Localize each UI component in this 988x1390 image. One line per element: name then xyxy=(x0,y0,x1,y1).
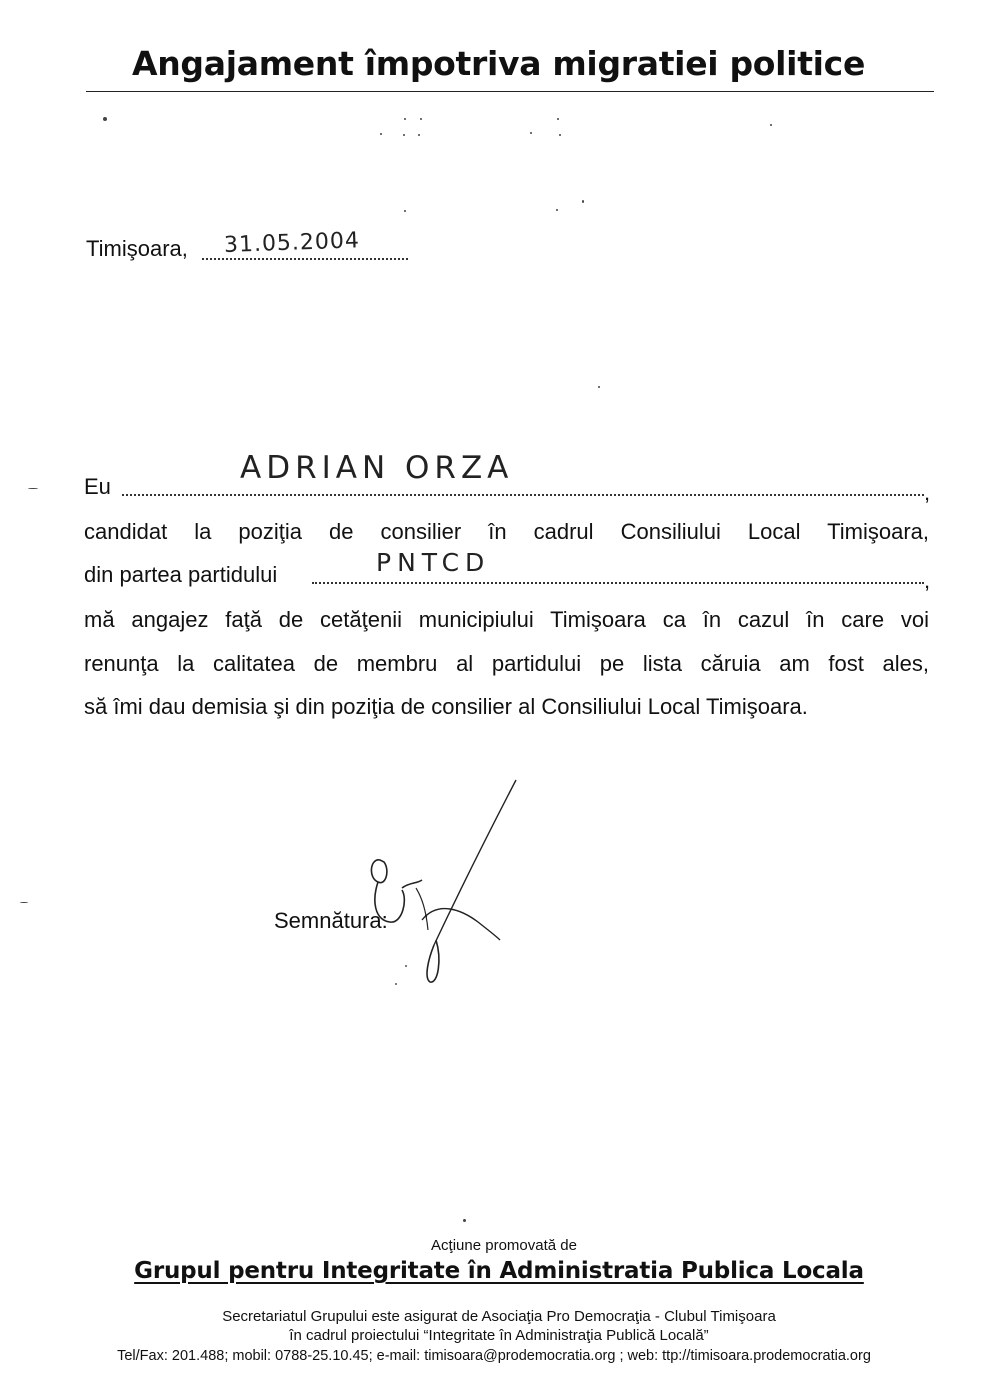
document-title: Angajament împotriva migratiei politice xyxy=(132,44,866,83)
eu-line-comma: , xyxy=(924,480,931,505)
scan-speck xyxy=(770,124,772,126)
date-dotted-line xyxy=(202,258,408,260)
handwritten-date: 31.05.2004 xyxy=(223,228,361,258)
party-label: din partea partidului xyxy=(84,562,278,587)
scan-speck xyxy=(28,488,38,489)
eu-label: Eu xyxy=(84,474,111,499)
party-line xyxy=(84,562,929,588)
scan-speck xyxy=(420,118,422,120)
scan-speck xyxy=(418,134,420,136)
scan-speck xyxy=(559,134,561,136)
scan-speck xyxy=(103,117,107,121)
demisia-line: să îmi dau demisia şi din poziţia de consilier al Consiliului Local Timişoara. xyxy=(84,694,808,719)
candidat-line: candidat la poziţia de consilier în cadrul Consiliului Local Timişoara, xyxy=(84,519,929,544)
party-line-comma: , xyxy=(924,568,931,593)
signature-label: Semnătura: xyxy=(274,908,388,933)
footer-organization: Grupul pentru Integritate în Administratia Publica Locala xyxy=(134,1258,864,1284)
footer-contact: Tel/Fax: 201.488; mobil: 0788-25.10.45; e-mail: timisoara@prodemocratia.org ; web: ttp://timisoara.prodemocratia.org xyxy=(117,1348,871,1364)
handwritten-name: ADRIAN ORZA xyxy=(240,450,514,486)
city-label: Timişoara, xyxy=(86,236,188,261)
city-date-line xyxy=(86,236,188,262)
renunta-line: renunţa la calitatea de membru al partidului pe lista căruia am fost ales, xyxy=(84,651,929,676)
party-dotted-line xyxy=(312,582,924,584)
title-underline xyxy=(86,91,934,92)
handwritten-signature xyxy=(350,770,520,990)
scan-speck xyxy=(404,118,406,120)
scan-speck xyxy=(557,118,559,120)
footer-project: în cadrul proiectului “Integritate în Administraţia Publică Locală” xyxy=(289,1327,709,1344)
scan-speck xyxy=(403,134,405,136)
scan-speck xyxy=(380,133,382,135)
footer-promo-text: Acţiune promovată de xyxy=(431,1237,577,1254)
footer-secretariat: Secretariatul Grupului este asigurat de Asociaţia Pro Democraţia - Clubul Timişoara xyxy=(222,1308,776,1325)
angajez-line: mă angajez faţă de cetăţenii municipiului Timişoara ca în cazul în care voi xyxy=(84,607,929,632)
handwritten-party: PNTCD xyxy=(376,548,491,577)
scan-speck xyxy=(530,132,532,134)
scan-speck xyxy=(404,210,406,212)
scan-speck xyxy=(556,209,558,211)
scan-speck xyxy=(20,902,28,903)
scan-speck xyxy=(582,200,584,203)
name-dotted-line xyxy=(122,494,924,496)
scan-speck xyxy=(598,386,600,388)
scan-speck xyxy=(463,1219,466,1222)
